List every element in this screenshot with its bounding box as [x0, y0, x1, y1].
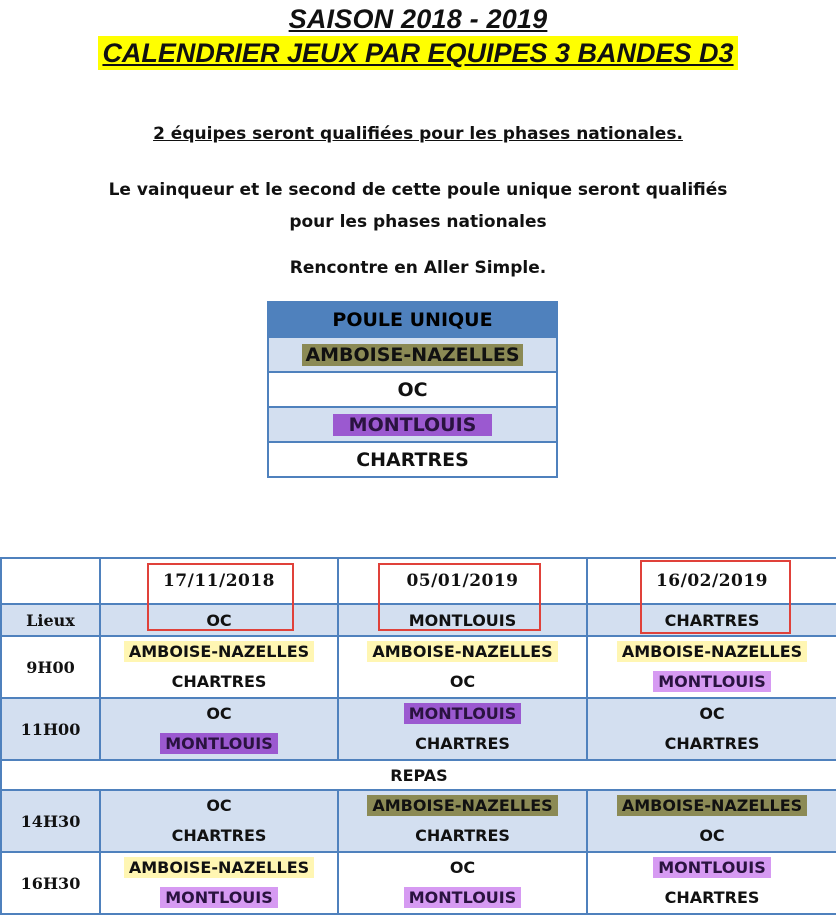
- team-label: AMBOISE-NAZELLES: [124, 857, 314, 878]
- match-cell: [338, 852, 587, 914]
- match-cell: [100, 698, 338, 760]
- team-label: CHARTRES: [415, 826, 510, 845]
- poule-team-label: OC: [397, 378, 428, 401]
- match-team: [101, 699, 337, 729]
- poule-team: [268, 337, 557, 372]
- match-team: [339, 853, 586, 883]
- team-label: MONTLOUIS: [404, 703, 522, 724]
- calendar-title: CALENDRIER JEUX PAR EQUIPES 3 BANDES D3: [98, 36, 737, 70]
- team-label: MONTLOUIS: [160, 733, 278, 754]
- match-cell: [587, 698, 836, 760]
- slot-row-14h30: [1, 790, 836, 852]
- poule-team: [268, 407, 557, 442]
- match-team: [101, 637, 337, 667]
- match-team: [101, 791, 337, 821]
- format-note: Rencontre en Aller Simple.: [289, 258, 547, 278]
- repas-row: [1, 760, 836, 790]
- match-team: [588, 637, 836, 667]
- match-team: [339, 637, 586, 667]
- lieux-label: Lieux: [1, 604, 100, 636]
- match-team: [588, 667, 836, 697]
- match-cell: [100, 852, 338, 914]
- match-team: [339, 883, 586, 913]
- match-cell: [338, 636, 587, 698]
- repas-cell: REPAS: [1, 760, 836, 790]
- match-team: [101, 729, 337, 759]
- team-label: AMBOISE-NAZELLES: [124, 641, 314, 662]
- team-label: MONTLOUIS: [653, 671, 771, 692]
- winner-note: [0, 174, 836, 238]
- poule-team-label: AMBOISE-NAZELLES: [302, 344, 522, 366]
- date-label: 05/01/2019: [406, 571, 519, 591]
- lieu-cell: MONTLOUIS: [338, 604, 587, 636]
- team-label: OC: [699, 704, 725, 723]
- match-team: [588, 853, 836, 883]
- page-header: [0, 2, 836, 70]
- match-team: [339, 667, 586, 697]
- poule-team: [268, 372, 557, 407]
- poule-table: [267, 301, 558, 478]
- match-cell: [587, 790, 836, 852]
- team-label: OC: [449, 858, 476, 877]
- team-label: AMBOISE-NAZELLES: [367, 641, 557, 662]
- lieu-cell: OC: [100, 604, 338, 636]
- team-label: CHARTRES: [171, 672, 267, 691]
- match-team: [101, 853, 337, 883]
- lieu-cell: CHARTRES: [587, 604, 836, 636]
- season-title: SAISON 2018 - 2019: [288, 4, 548, 34]
- team-label: CHARTRES: [664, 734, 760, 753]
- date-label: 17/11/2018: [162, 571, 276, 591]
- team-label: AMBOISE-NAZELLES: [617, 795, 807, 816]
- match-team: [339, 821, 586, 851]
- team-label: CHARTRES: [664, 888, 760, 907]
- match-cell: [100, 636, 338, 698]
- empty-corner-cell: [1, 558, 100, 604]
- match-team: [339, 791, 586, 821]
- team-label: AMBOISE-NAZELLES: [367, 795, 557, 816]
- team-label: MONTLOUIS: [653, 857, 771, 878]
- team-label: CHARTRES: [171, 826, 267, 845]
- match-team: [588, 729, 836, 759]
- slot-row-16h30: [1, 852, 836, 914]
- team-label: OC: [206, 704, 232, 723]
- match-team: [588, 821, 836, 851]
- match-team: [101, 883, 337, 913]
- date-label: 16/02/2019: [655, 571, 769, 591]
- time-cell: 9H00: [1, 636, 100, 698]
- winner-note-line2: pour les phases nationales: [289, 212, 547, 232]
- annotation-box-date-1: [147, 563, 294, 631]
- match-team: [101, 667, 337, 697]
- qualification-note: 2 équipes seront qualifiées pour les phases nationales.: [153, 124, 683, 144]
- team-label: AMBOISE-NAZELLES: [617, 641, 807, 662]
- winner-note-line1: Le vainqueur et le second de cette poule unique seront qualifiés: [108, 180, 728, 200]
- team-label: OC: [699, 826, 725, 845]
- match-team: [339, 729, 586, 759]
- team-label: OC: [449, 672, 476, 691]
- match-cell: [338, 790, 587, 852]
- match-team: [588, 883, 836, 913]
- annotation-box-date-3: [640, 560, 791, 634]
- team-label: CHARTRES: [415, 734, 510, 753]
- team-label: MONTLOUIS: [160, 887, 278, 908]
- match-team: [588, 791, 836, 821]
- slot-row-9h00: [1, 636, 836, 698]
- time-cell: 16H30: [1, 852, 100, 914]
- poule-team-label: CHARTRES: [356, 448, 469, 471]
- annotation-box-date-2: [378, 563, 541, 631]
- match-cell: [587, 636, 836, 698]
- time-cell: 11H00: [1, 698, 100, 760]
- match-cell: [100, 790, 338, 852]
- time-cell: 14H30: [1, 790, 100, 852]
- match-team: [339, 699, 586, 729]
- match-team: [588, 699, 836, 729]
- match-cell: [338, 698, 587, 760]
- poule-team-label: MONTLOUIS: [333, 414, 493, 436]
- team-label: OC: [206, 796, 232, 815]
- match-team: [101, 821, 337, 851]
- team-label: MONTLOUIS: [404, 887, 522, 908]
- poule-team: [268, 442, 557, 477]
- slot-row-11h00: [1, 698, 836, 760]
- poule-title: POULE UNIQUE: [268, 302, 557, 337]
- match-cell: [587, 852, 836, 914]
